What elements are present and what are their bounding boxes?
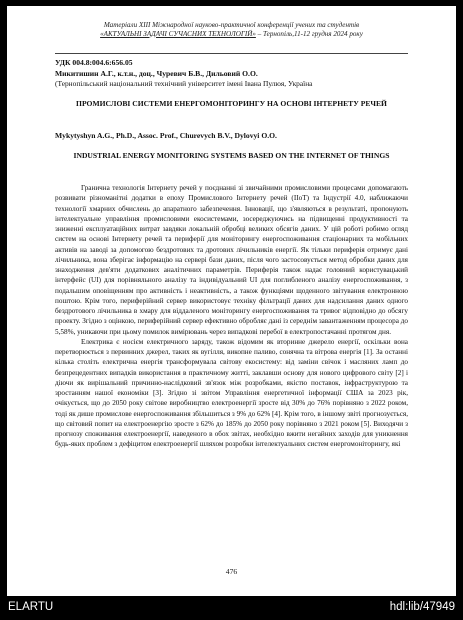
conference-place-date: – Тернопіль,11-12 грудня 2024 року <box>255 29 363 38</box>
header-divider <box>55 53 408 54</box>
conference-header <box>7 21 456 38</box>
udk-code: УДК 004.8:004.6:656.05 <box>55 58 133 67</box>
repository-name: ELARTU <box>8 601 54 613</box>
conference-header-line2 <box>7 30 456 39</box>
conference-title: «АКТУАЛЬНІ ЗАДАЧІ СУЧАСНИХ ТЕХНОЛОГІЙ» <box>100 29 256 38</box>
document-page <box>7 6 456 596</box>
body-text <box>55 183 408 541</box>
paragraph: Електрика є носієм електричного заряду, також відомим як вторинне джерело енергії, оскільки вона перетворюється з первинних джерел, таких як вугілля, викопне паливо, сонячна та вітрова енергія [1]. За останні кілька століть електрична енергія трансформувала світову екосистему: від заміни свічок і масляних ламп до безпрецедентних випадків використання в практичному житті, заклавши основу для нового цифрового світу [2] і діючи як вирішальний причинно-наслідковий зв'язок між розробками, якістю поставок, інфраструктурою та зростанням нашої економіки [3]. Згідно зі звітом Управління енергетичної інформації США за 2023 рік, очікується, що до 2050 року світове виробництво електроенергії зросте від 30% до 76% порівняно з 2022 роком, тоді як дише промислове енергоспоживання збільшиться з 9% до 62% [4]. Крім того, в іншому звіті прогнозується, що світовий попит на електроенергію зросте з 62% до 185% до 2050 року порівняно з 2021 роком [5]. Виходячи з прогнозу споживання електроенергії, наведеного в обох звітах, необхідно вжити негайних заходів для уникнення будь-яких проблем з дефіцитом електроенергії шляхом розробки інтелектуальних систем енергомоніторингу, які <box>55 337 408 449</box>
conference-header-line1: Матеріали XIII Міжнародної науково-практичної конференції учених та студентів <box>103 21 360 29</box>
affiliation: (Тернопільський національний технічний університет імені Івана Пулюя, Україна <box>55 79 313 88</box>
authors-en: Mykytyshyn A.G., Ph.D., Assoc. Prof., Churevych B.V., Dylovyi O.O. <box>55 131 277 140</box>
paper-title-en: INDUSTRIAL ENERGY MONITORING SYSTEMS BASED ON THE INTERNET OF THINGS <box>73 151 390 160</box>
paragraph: Гранична технологія Інтернету речей у поєднанні зі звичайними промисловими процесами допомагають розвивати різноманітні додатки в епоху Промислового Інтернету речей (IIoT) та Індустрії 4.0, наближаючи технології хмарних обчислень до апаратного забезпечення. Інновації, що з'являються в результаті, пропонують інтелектуальне управління промисловими екосистемами, зосереджуючись на підвищенні продуктивності та зниженні експлуатаційних витрат завдяки локальній обробці великих обсягів даних. У цій роботі робимо огляд систем на основі Інтернету речей та периферії для моніторингу енергоспоживання стаціонарних та мобільних активів на заводі за допомогою бездротових та дротових лічильників енергії. Як тільки периферія отримує дані лічильника, вона зберігає інформацію на сервері бази даних, після чого застосовується метод обробки даних для знаходження дев'яти додаткових аналітичних параметрів. Периферія також надає головний користувацький інтерфейс (UI) для порівняльного аналізу та індивідуальний UI для поглибленого аналізу енергоспоживання, з подальшим оповіщенням про активність і неактивність, а також функціями щоденного звітування електронною поштою. Крім того, периферійний сервер використовує техніку фільтрації даних для надсилання даних одного бездротового лічильника в хмару для віддаленого моніторингу енергоспоживання та тривог відповідно до обсягу проекту. Згідно з оцінкою, периферійний сервер ефективно обробляє дані із середнім завантаженням процесора до 5,58%, уникаючи при цьому помилок вимірювань через випадкові перебої в електропостачанні протягом дня. <box>55 184 408 336</box>
authors-ua: Микитишин А.Г., к.т.н., доц., Чуревич Б.В., Дильовий О.О. <box>55 69 258 78</box>
page-number: 476 <box>225 567 238 576</box>
paper-title-ua: ПРОМИСЛОВІ СИСТЕМИ ЕНЕРГОМОНІТОРИНГУ НА ОСНОВІ ІНТЕРНЕТУ РЕЧЕЙ <box>76 99 387 108</box>
repository-footer <box>0 596 463 620</box>
handle-identifier[interactable]: hdl:lib/47949 <box>389 601 455 613</box>
